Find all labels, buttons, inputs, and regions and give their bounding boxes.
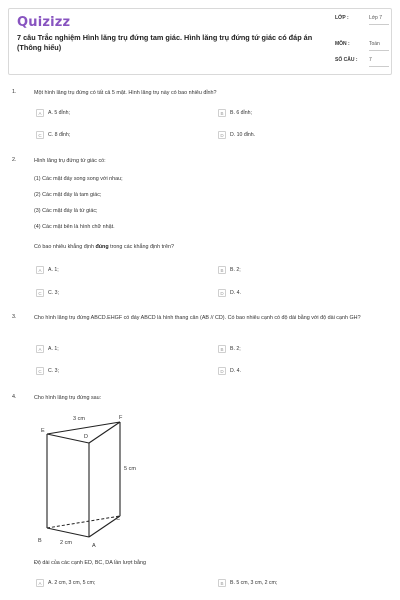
option-text: D. 4. [230,290,241,296]
option-letter: B [218,109,226,117]
option-letter: A [36,579,44,587]
option-d[interactable] [218,289,241,297]
option-b[interactable] [218,109,252,117]
option-text: C. 3; [48,368,59,374]
vertex-d: D [84,434,88,440]
option-c[interactable] [36,367,59,375]
vertex-f: F [119,415,123,421]
option-letter: B [218,579,226,587]
statement-4: (4) Các mặt bên là hình chữ nhật. [34,224,115,230]
vertex-a: A [92,543,96,549]
option-text: A. 1; [48,267,59,273]
question-number: 4. [12,394,17,400]
edge-ed [47,434,89,443]
vertex-e: E [41,428,45,434]
option-text: C. 8 đỉnh; [48,132,71,138]
prompt-post: trong các khẳng định trên? [108,244,174,250]
option-letter: D [218,367,226,375]
option-a[interactable] [36,345,59,353]
option-d[interactable] [218,131,255,139]
mon-label: MÔN : [335,41,350,47]
option-text: B. 6 đỉnh; [230,110,252,116]
option-letter: B [218,345,226,353]
option-a[interactable] [36,109,70,117]
label-5cm: 5 cm [124,466,136,472]
option-b[interactable] [218,579,277,587]
option-text: B. 5 cm, 3 cm, 2 cm; [230,580,278,586]
lop-label: LỚP : [335,15,349,21]
socau-value: 7 [369,57,389,67]
option-d[interactable] [218,367,241,375]
question-prompt [34,243,384,251]
option-letter: C [36,367,44,375]
question-text: Cho hình lăng trụ đứng sau: [34,395,102,401]
vertex-b: B [38,538,42,544]
option-text: C. 3; [48,290,59,296]
option-letter: C [36,131,44,139]
statement-1: (1) Các mặt đáy song song với nhau; [34,176,123,182]
option-letter: B [218,266,226,274]
option-c[interactable] [36,131,70,139]
label-3cm: 3 cm [73,416,85,422]
option-letter: D [218,131,226,139]
question-text: Một hình lăng trụ đứng có tất cả 5 mặt. Hình lăng trụ này có bao nhiêu đỉnh? [34,90,217,96]
option-a[interactable] [36,579,95,587]
socau-label: SỐ CÂU : [335,57,358,63]
option-letter: A [36,266,44,274]
option-letter: A [36,345,44,353]
question-text: Hình lăng trụ đứng tứ giác có: [34,158,106,164]
option-b[interactable] [218,266,241,274]
worksheet-title: 7 câu Trắc nghiệm Hình lăng trụ đứng tam giác. Hình lăng trụ đứng tứ giác có đáp án (Thông hiểu) [17,33,313,52]
worksheet-header [8,8,392,75]
option-text: A. 2 cm, 3 cm, 5 cm; [48,580,96,586]
question-number: 2. [12,157,17,163]
statement-2: (2) Các mặt đáy là tam giác; [34,192,102,198]
option-text: D. 10 đỉnh. [230,132,256,138]
question-text: Cho hình lăng trụ đứng ABCD.EHGF có đáy ABCD là hình thang cân (AB // CD). Có bao nhiêu cạnh có độ dài bằng với độ dài cạnh GH? [34,315,361,321]
mon-value: Toán [369,41,389,51]
lop-value: Lớp 7 [369,15,389,25]
prompt-bold: đúng [95,244,109,250]
label-2cm: 2 cm [60,540,72,546]
option-text: D. 4. [230,368,241,374]
edge-bc-hidden [47,516,120,528]
option-a[interactable] [36,266,59,274]
option-letter: A [36,109,44,117]
edge-ef [47,422,120,434]
statement-3: (3) Các mặt đáy là tứ giác; [34,208,98,214]
prism-figure [30,408,150,554]
option-letter: D [218,289,226,297]
option-text: A. 5 đỉnh; [48,110,70,116]
worksheet-meta [335,15,389,71]
question-number: 3. [12,314,17,320]
edge-fd [89,422,120,443]
edge-ba [47,528,89,537]
prompt-pre: Có bao nhiêu khẳng định [34,244,96,250]
question-followup: Độ dài của các cạnh ED, BC, DA lần lượt bằng [34,560,147,566]
option-letter: C [36,289,44,297]
vertex-c: C [116,516,120,522]
option-text: B. 2; [230,267,241,273]
option-text: B. 2; [230,346,241,352]
option-c[interactable] [36,289,59,297]
question-number: 1. [12,89,17,95]
option-b[interactable] [218,345,241,353]
quizizz-logo: Quizizz [17,15,71,30]
option-text: A. 1; [48,346,59,352]
